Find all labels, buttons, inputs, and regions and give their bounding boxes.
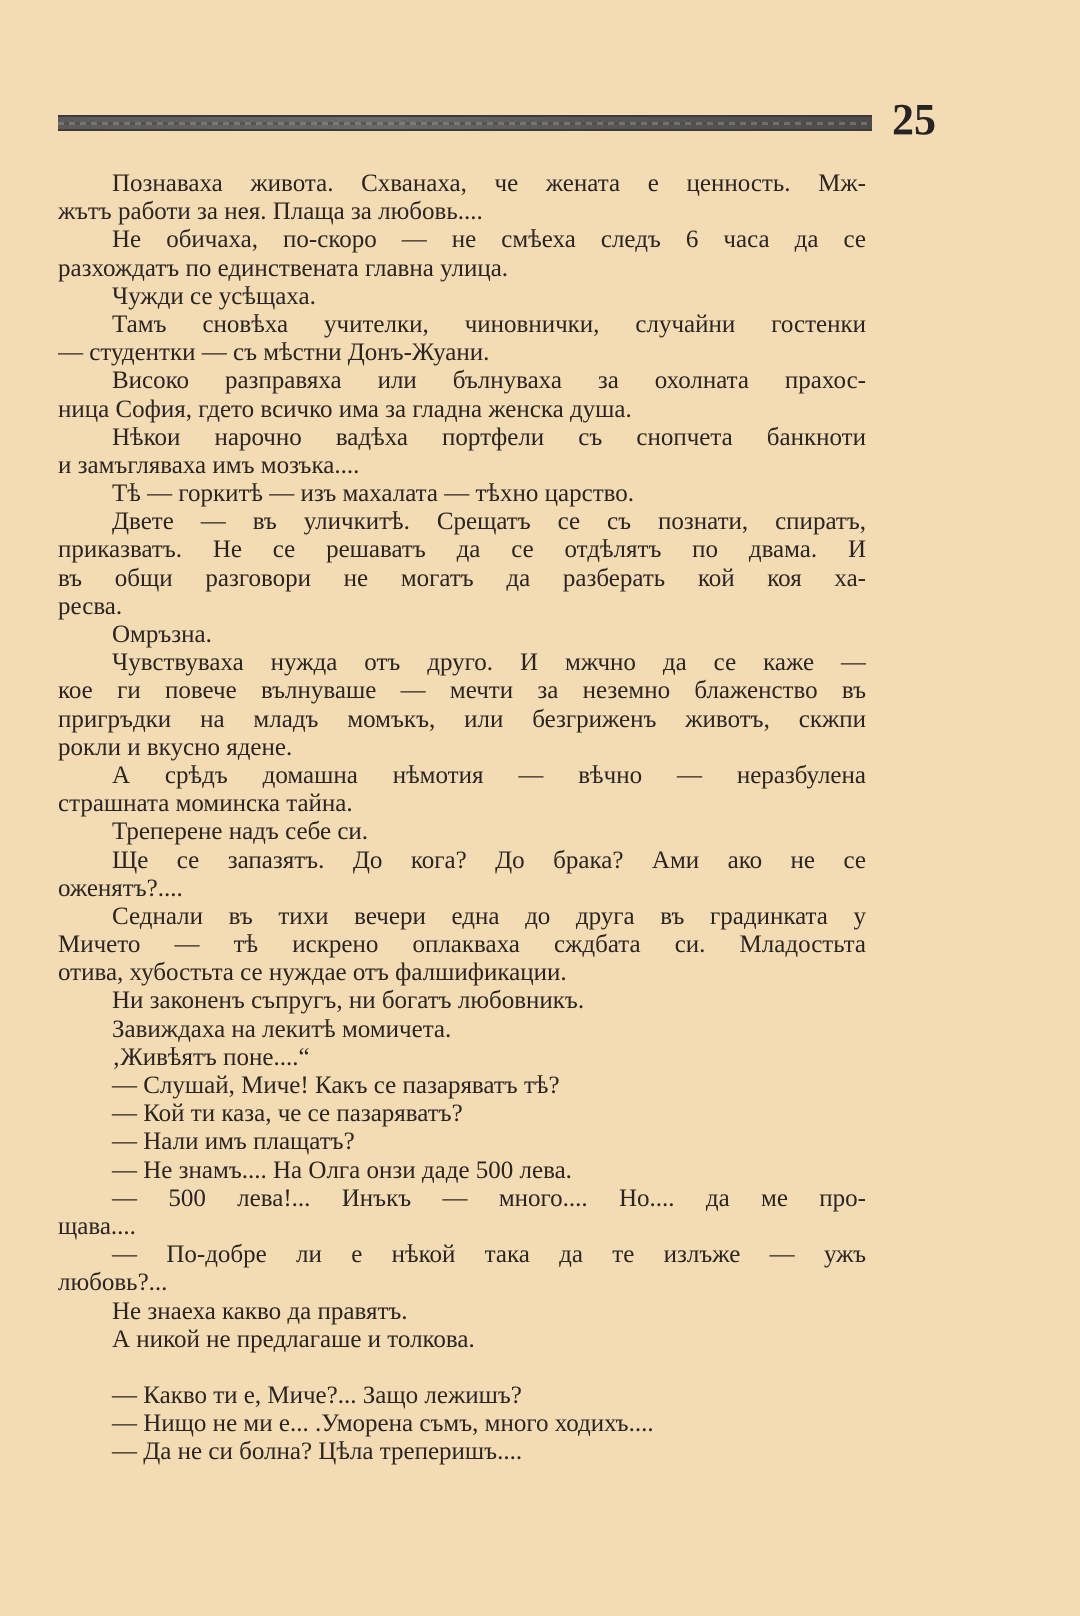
- text-line: и замъгляваха имъ мозъка....: [58, 451, 360, 479]
- text-line: разхождатъ по единствената главна улица.: [58, 254, 509, 282]
- text-line: Завиждаха на лекитѣ момичета.: [112, 1015, 452, 1043]
- text-line: Треперене надъ себе си.: [112, 818, 369, 846]
- text-line: оженятъ?....: [58, 874, 183, 902]
- text-line: щава....: [58, 1212, 136, 1240]
- text-line: приказватъ. Не се решаватъ да се отдѣлятъ по двама. И: [58, 536, 866, 564]
- text-line: ница София, гдето всичко има за гладна женска душа.: [58, 395, 632, 423]
- text-line: Познаваха живота. Схванаха, че жената е ценность. Мж-: [112, 170, 866, 197]
- text-line: — Кой ти каза, че се пазаряватъ?: [112, 1100, 463, 1128]
- text-line: — 500 лева!... Инъкъ — много.... Но.... да ме про-: [112, 1184, 866, 1212]
- text-line: Ни законенъ съпругъ, ни богатъ любовникъ.: [112, 987, 585, 1015]
- text-line: страшната моминска тайна.: [58, 790, 353, 818]
- text-line: А срѣдъ домашна нѣмотия — вѣчно — неразбулена: [112, 761, 866, 789]
- text-line: Омръзна.: [112, 621, 212, 648]
- text-line: Чужди се усѣщаха.: [112, 282, 316, 310]
- text-line: — Нищо не ми е... .Уморена съмъ, много ходихъ....: [112, 1410, 654, 1438]
- text-line: въ общи разговори не могатъ да разберать кой коя ха-: [58, 564, 866, 592]
- text-line: Не знаеха какво да правятъ.: [112, 1297, 408, 1325]
- text-line: ресва.: [58, 592, 123, 620]
- text-line: Високо разправяха или бълнуваха за охолната прахос-: [112, 367, 866, 395]
- text-line: — студентки — съ мѣстни Донъ-Жуани.: [58, 339, 490, 367]
- text-line: — По-добре ли е нѣкой така да те излъже — ужъ: [112, 1241, 866, 1269]
- text-line: Не обичаха, по-скоро — не смѣеха следъ 6 часа да се: [112, 226, 866, 254]
- text-line: А никой не предлагаше и толкова.: [112, 1325, 475, 1353]
- text-line: — Слушай, Миче! Какъ се пазаряватъ тѣ?: [112, 1072, 560, 1099]
- text-line: — Не знамъ.... На Олга онзи даде 500 лева.: [112, 1156, 572, 1184]
- text-line: — Какво ти е, Миче?... Защо лежишъ?: [112, 1382, 522, 1410]
- text-line: Чувствуваха нужда отъ друго. И мжчно да се каже —: [112, 649, 866, 677]
- text-line: ‚Живѣятъ поне....“: [112, 1043, 310, 1071]
- text-line: — Да не си болна? Цѣла треперишъ....: [112, 1438, 523, 1466]
- text-line: жътъ работи за нея. Плаща за любовь....: [58, 198, 483, 226]
- text-line: пригръдки на младъ момъкъ, или безгриженъ животъ, скжпи: [58, 705, 866, 733]
- text-line: кое ги повече вълнуваше — мечти за неземно блаженство въ: [58, 677, 866, 705]
- text-line: Тамъ сновѣха учителки, чиновнички, случайни гостенки: [112, 310, 866, 338]
- text-line: Нѣкои нарочно вадѣха портфели съ снопчета банкноти: [112, 423, 866, 451]
- text-line: любовь?...: [58, 1269, 168, 1297]
- text-line: Седнали въ тихи вечери една до друга въ градинката у: [112, 902, 866, 930]
- text-line: Двете — въ уличкитѣ. Срещатъ се съ познати, спиратъ,: [112, 508, 866, 536]
- text-line: отива, хубостьта се нуждае отъ фалшификации.: [58, 959, 567, 987]
- page-number: 25: [892, 95, 936, 144]
- text-line: Ще се запазятъ. До кога? До брака? Ами ако не се: [112, 846, 866, 874]
- text-line: Тѣ — горкитѣ — изъ махалата — тѣхно царство.: [112, 480, 634, 508]
- text-line: — Нали имъ плащатъ?: [112, 1128, 355, 1156]
- header-rule: [58, 115, 872, 131]
- paragraph-gap: [58, 1354, 866, 1382]
- text-line: рокли и вкусно ядене.: [58, 733, 293, 761]
- body-text: [58, 170, 866, 1467]
- text-line: Мичето — тѣ искрено оплакваха сждбата си. Младостьта: [58, 931, 866, 959]
